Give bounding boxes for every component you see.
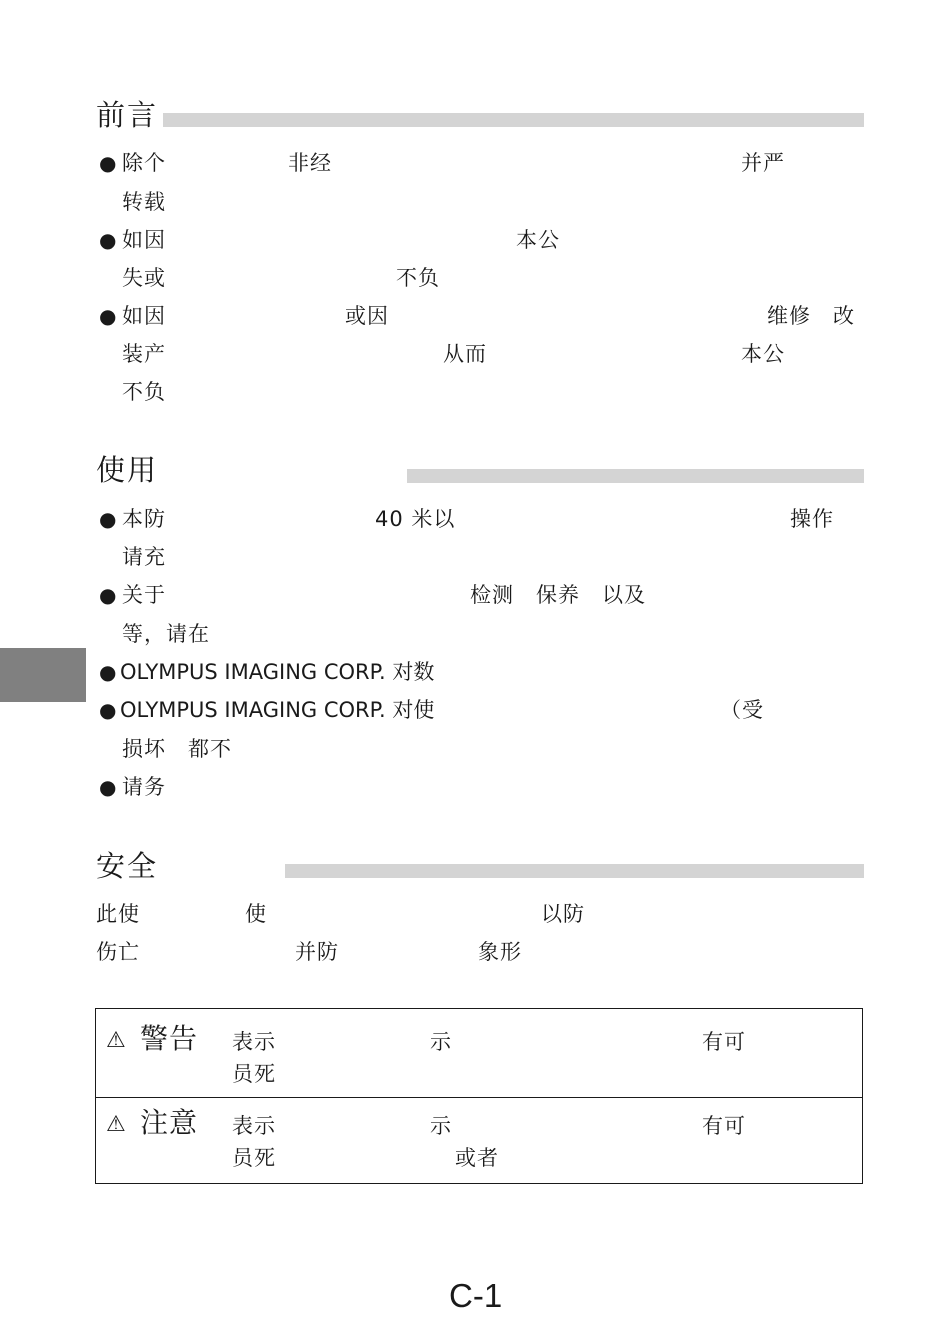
usage-item2-b: 检测 保养 以及: [470, 583, 646, 607]
usage-item2-d: 等，请在: [122, 622, 210, 646]
usage-item1-c: 操作: [790, 507, 834, 531]
intro-item3-d: 装产: [122, 342, 166, 366]
intro-item1-b: 非经: [288, 151, 332, 175]
safety-line2-b: 并防: [295, 940, 339, 964]
intro-item1-c: 并严: [741, 151, 785, 175]
usage-heading-bar: [407, 469, 864, 483]
bullet-dot: ●: [99, 228, 117, 252]
warning-text-c: 有可: [702, 1030, 746, 1054]
usage-item1-d: 请充: [122, 545, 166, 569]
bullet-dot: ●: [99, 660, 117, 684]
caution-text-c: 有可: [702, 1114, 746, 1138]
warning-text-d: 员死: [232, 1062, 276, 1086]
intro-item2-a: 如因: [122, 228, 166, 252]
caution-text-d: 员死: [232, 1146, 276, 1170]
usage-item1-a: 本防: [122, 507, 166, 531]
usage-item4-a: OLYMPUS IMAGING CORP. 对使: [120, 698, 435, 722]
bullet-dot: ●: [99, 507, 117, 531]
bullet-dot: ●: [99, 698, 117, 722]
usage-item5-a: 请务: [122, 775, 166, 799]
usage-heading: 使用: [96, 453, 159, 487]
intro-item2-b: 本公: [516, 228, 560, 252]
safety-heading: 安全: [96, 849, 159, 883]
warning-triangle-icon: ⚠: [106, 1028, 126, 1053]
intro-item3-g: 不负: [122, 380, 166, 404]
safety-heading-bar: [285, 864, 864, 878]
usage-item3-a: OLYMPUS IMAGING CORP. 对数: [120, 660, 435, 684]
warning-label: 警告: [140, 1022, 199, 1055]
usage-item2-a: 关于: [122, 583, 166, 607]
caution-text-b: 示: [430, 1114, 452, 1138]
intro-item3-b: 或因: [345, 304, 389, 328]
safety-line2-a: 伤亡: [96, 940, 140, 964]
warning-table-divider: [95, 1097, 863, 1098]
intro-item2-d: 不负: [396, 266, 440, 290]
bullet-dot: ●: [99, 775, 117, 799]
safety-line2-c: 象形: [478, 940, 522, 964]
intro-heading-bar: [163, 113, 864, 127]
intro-item3-c: 维修 改: [767, 304, 855, 328]
page-number: C-1: [449, 1277, 503, 1314]
intro-item3-f: 本公: [741, 342, 785, 366]
usage-item4-d: 损坏 都不: [122, 737, 232, 761]
caution-text-a: 表示: [232, 1114, 276, 1138]
safety-line1-c: 以防: [541, 902, 585, 926]
intro-heading: 前言: [96, 98, 159, 132]
intro-item2-c: 失或: [122, 266, 166, 290]
bullet-dot: ●: [99, 583, 117, 607]
safety-line1-a: 此使: [96, 902, 140, 926]
warning-triangle-icon: ⚠: [106, 1112, 126, 1137]
caution-text-e: 或者: [455, 1146, 499, 1170]
intro-item1-a: 除个: [122, 151, 166, 175]
intro-item1-d: 转载: [122, 190, 166, 214]
safety-line1-b: 使: [245, 902, 267, 926]
bullet-dot: ●: [99, 304, 117, 328]
intro-item3-a: 如因: [122, 304, 166, 328]
chapter-tab: [0, 648, 86, 702]
caution-label: 注意: [140, 1106, 199, 1139]
bullet-dot: ●: [99, 151, 117, 175]
warning-text-b: 示: [430, 1030, 452, 1054]
usage-item1-b: 40 米以: [375, 507, 456, 531]
warning-text-a: 表示: [232, 1030, 276, 1054]
intro-item3-e: 从而: [443, 342, 487, 366]
usage-item4-c: （受: [720, 698, 764, 722]
